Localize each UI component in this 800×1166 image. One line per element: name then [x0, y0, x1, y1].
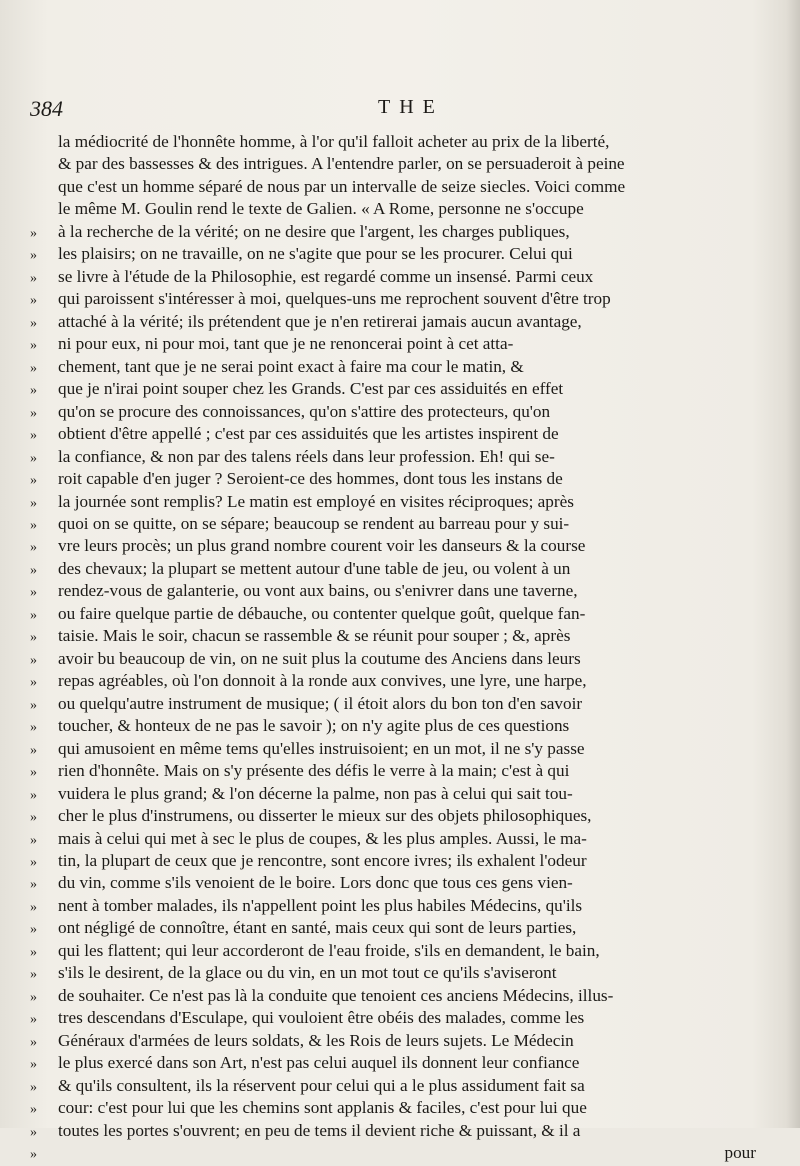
text-line — [30, 1143, 780, 1165]
line-text: nent à tomber malades, ils n'appellent point les plus habiles Médecins, qu'ils — [58, 895, 583, 915]
line-text: qui les flattent; qui leur accorderont de l'eau froide, s'ils en demandent, le bain, — [58, 940, 600, 960]
text-line — [30, 1031, 780, 1053]
quote-mark: » — [30, 562, 37, 578]
text-line — [30, 514, 780, 536]
quote-mark: » — [30, 1102, 37, 1118]
quote-mark: » — [30, 810, 37, 826]
text-line — [30, 671, 780, 693]
text-line — [30, 1076, 780, 1098]
quote-mark: » — [30, 383, 37, 399]
text-line — [30, 1121, 780, 1143]
text-line — [30, 244, 780, 266]
text-line — [30, 963, 780, 985]
quote-mark: » — [30, 742, 37, 758]
text-line — [30, 402, 780, 424]
quote-mark: » — [30, 428, 37, 444]
quote-mark: » — [30, 607, 37, 623]
running-head: THE — [378, 96, 444, 118]
text-line — [30, 312, 780, 334]
quote-mark: » — [30, 405, 37, 421]
line-text: attaché à la vérité; ils prétendent que je n'en retirerai jamais aucun avantage, — [58, 311, 582, 331]
text-line — [30, 873, 780, 895]
text-line — [30, 941, 780, 963]
quote-mark: » — [30, 1147, 37, 1163]
quote-mark: » — [30, 248, 37, 264]
quote-mark: » — [30, 450, 37, 466]
line-text: & par des bassesses & des intrigues. A l'entendre parler, on se persuaderoit à peine — [58, 154, 625, 174]
line-text: du vin, comme s'ils venoient de le boire. Lors donc que tous ces gens vien- — [58, 873, 573, 893]
line-text: rendez-vous de galanterie, ou vont aux bains, ou s'enivrer dans une taverne, — [58, 581, 578, 601]
line-text: quoi on se quitte, on se sépare; beaucoup se rendent au barreau pour y sui- — [58, 513, 570, 533]
quote-mark: » — [30, 720, 37, 736]
text-line — [30, 581, 780, 603]
page-header — [30, 96, 780, 122]
line-text: qu'on se procure des connoissances, qu'on s'attire des protecteurs, qu'on — [58, 401, 551, 421]
quote-mark: » — [30, 877, 37, 893]
quote-mark: » — [30, 315, 37, 331]
text-line — [30, 132, 780, 154]
line-text: qui amusoient en même tems qu'elles instruisoient; en un mot, il ne s'y passe — [58, 738, 585, 758]
text-line — [30, 739, 780, 761]
text-line — [30, 154, 780, 176]
text-line — [30, 536, 780, 558]
page-edge-shadow — [786, 0, 800, 1128]
line-text: avoir bu beaucoup de vin, on ne suit plus la coutume des Anciens dans leurs — [58, 648, 581, 668]
text-line — [30, 1098, 780, 1120]
quote-mark: » — [30, 989, 37, 1005]
text-line — [30, 829, 780, 851]
line-text: ni pour eux, ni pour moi, tant que je ne renoncerai point à cet atta- — [58, 334, 514, 354]
text-line — [30, 492, 780, 514]
text-line — [30, 267, 780, 289]
quote-mark: » — [30, 855, 37, 870]
text-line — [30, 626, 780, 648]
quote-mark: » — [30, 540, 37, 556]
text-line — [30, 649, 780, 671]
text-line — [30, 716, 780, 738]
text-line — [30, 851, 780, 873]
quote-mark: » — [30, 832, 37, 848]
text-line — [30, 199, 780, 221]
text-line — [30, 357, 780, 379]
text-line — [30, 469, 780, 491]
quote-mark: » — [30, 338, 37, 354]
quote-mark: » — [30, 652, 37, 668]
quote-mark: » — [30, 630, 37, 646]
line-text: que je n'irai point souper chez les Grands. C'est par ces assiduités en effet — [58, 379, 564, 399]
text-line — [30, 604, 780, 626]
quote-mark: » — [30, 495, 37, 511]
text-line — [30, 1053, 780, 1075]
line-text: des chevaux; la plupart se mettent autour d'une table de jeu, ou volent à un — [58, 558, 571, 578]
quote-mark: » — [30, 1057, 37, 1073]
line-text: repas agréables, où l'on donnoit à la ronde aux convives, une lyre, une harpe, — [58, 671, 587, 691]
line-text: ou quelqu'autre instrument de musique; ( il étoit alors du bon ton d'en savoir — [58, 693, 583, 713]
line-text: les plaisirs; on ne travaille, on ne s'agite que pour se les procurer. Celui qui — [58, 244, 573, 264]
text-line — [30, 559, 780, 581]
line-text: mais à celui qui met à sec le plus de coupes, & les plus amples. Aussi, le ma- — [58, 828, 587, 848]
text-line — [30, 424, 780, 446]
line-text: que c'est un homme séparé de nous par un intervalle de seize siecles. Voici comme — [58, 176, 626, 196]
line-text: cher le plus d'instrumens, ou disserter le mieux sur des objets philosophiques, — [58, 806, 592, 826]
quote-mark: » — [30, 517, 37, 533]
line-text: pour — [724, 1143, 756, 1163]
line-text: la journée sont remplis? Le matin est employé en visites réciproques; après — [58, 491, 574, 511]
quote-mark: » — [30, 585, 37, 601]
line-text: obtient d'être appellé ; c'est par ces assiduités que les artistes inspirent de — [58, 424, 559, 444]
quote-mark: » — [30, 765, 37, 781]
text-line — [30, 334, 780, 356]
line-text: cour: c'est pour lui que les chemins sont applanis & faciles, c'est pour lui que — [58, 1098, 587, 1118]
line-text: tin, la plupart de ceux que je rencontre, sont encore ivres; ils exhalent l'odeur — [58, 851, 587, 870]
quote-mark: » — [30, 293, 37, 309]
text-line — [30, 784, 780, 806]
line-text: la médiocrité de l'honnête homme, à l'or qu'il falloit acheter au prix de la liberté, — [58, 132, 610, 151]
line-text: roit capable d'en juger ? Seroient-ce des hommes, dont tous les instans de — [58, 469, 563, 489]
quote-mark: » — [30, 697, 37, 713]
quote-mark: » — [30, 1012, 37, 1028]
line-text: le même M. Goulin rend le texte de Galien. « A Rome, personne ne s'occupe — [58, 199, 584, 219]
line-text: qui paroissent s'intéresser à moi, quelques-uns me reprochent souvent d'être trop — [58, 289, 611, 309]
body-text — [30, 132, 780, 1166]
text-line — [30, 761, 780, 783]
line-text: la confiance, & non par des talens réels dans leur profession. Eh! qui se- — [58, 446, 555, 466]
line-text: tres descendans d'Esculape, qui vouloient être obéis des malades, comme les — [58, 1008, 585, 1028]
text-line — [30, 1008, 780, 1030]
line-text: s'ils le desirent, de la glace ou du vin, en un mot tout ce qu'ils s'aviseront — [58, 963, 557, 983]
quote-mark: » — [30, 922, 37, 938]
quote-mark: » — [30, 270, 37, 286]
quote-mark: » — [30, 899, 37, 915]
text-line — [30, 177, 780, 199]
quote-mark: » — [30, 225, 37, 241]
text-line — [30, 986, 780, 1008]
quote-mark: » — [30, 967, 37, 983]
text-line — [30, 896, 780, 918]
quote-mark: » — [30, 787, 37, 803]
line-text: toutes les portes s'ouvrent; en peu de tems il devient riche & puissant, & il a — [58, 1120, 581, 1140]
quote-mark: » — [30, 944, 37, 960]
line-text: ont négligé de connoître, étant en santé, mais ceux qui sont de leurs parties, — [58, 918, 577, 938]
line-text: toucher, & honteux de ne pas le savoir ); on n'y agite plus de ces questions — [58, 716, 570, 736]
line-text: à la recherche de la vérité; on ne desire que l'argent, les charges publiques, — [58, 221, 570, 241]
quote-mark: » — [30, 360, 37, 376]
line-text: vre leurs procès; un plus grand nombre courent voir les danseurs & la course — [58, 536, 586, 556]
page-number: 384 — [30, 96, 63, 121]
line-text: rien d'honnête. Mais on s'y présente des défis le verre à la main; c'est à qui — [58, 761, 570, 781]
text-line — [30, 222, 780, 244]
quote-mark: » — [30, 1079, 37, 1095]
line-text: le plus exercé dans son Art, n'est pas celui auquel ils donnent leur confiance — [58, 1053, 580, 1073]
line-text: & qu'ils consultent, ils la réservent pour celui qui a le plus assidument fait sa — [58, 1075, 585, 1095]
quote-mark: » — [30, 1124, 37, 1140]
line-text: ou faire quelque partie de débauche, ou contenter quelque goût, quelque fan- — [58, 603, 586, 623]
line-text: taisie. Mais le soir, chacun se rassemble & se réunit pour souper ; &, après — [58, 626, 571, 646]
quote-mark: » — [30, 675, 37, 691]
line-text: de souhaiter. Ce n'est pas là la conduite que tenoient ces anciens Médecins, illus- — [58, 985, 614, 1005]
text-line — [30, 447, 780, 469]
line-text: chement, tant que je ne serai point exact à faire ma cour le matin, & — [58, 356, 524, 376]
line-text: vuidera le plus grand; & l'on décerne la palme, non pas à celui qui sait tou- — [58, 783, 573, 803]
line-text: Généraux d'armées de leurs soldats, & les Rois de leurs sujets. Le Médecin — [58, 1030, 574, 1050]
text-line — [30, 918, 780, 940]
quote-mark: » — [30, 1034, 37, 1050]
text-line — [30, 694, 780, 716]
line-text: se livre à l'étude de la Philosophie, est regardé comme un insensé. Parmi ceux — [58, 266, 594, 286]
text-line — [30, 379, 780, 401]
quote-mark: » — [30, 473, 37, 489]
text-line — [30, 289, 780, 311]
text-line — [30, 806, 780, 828]
